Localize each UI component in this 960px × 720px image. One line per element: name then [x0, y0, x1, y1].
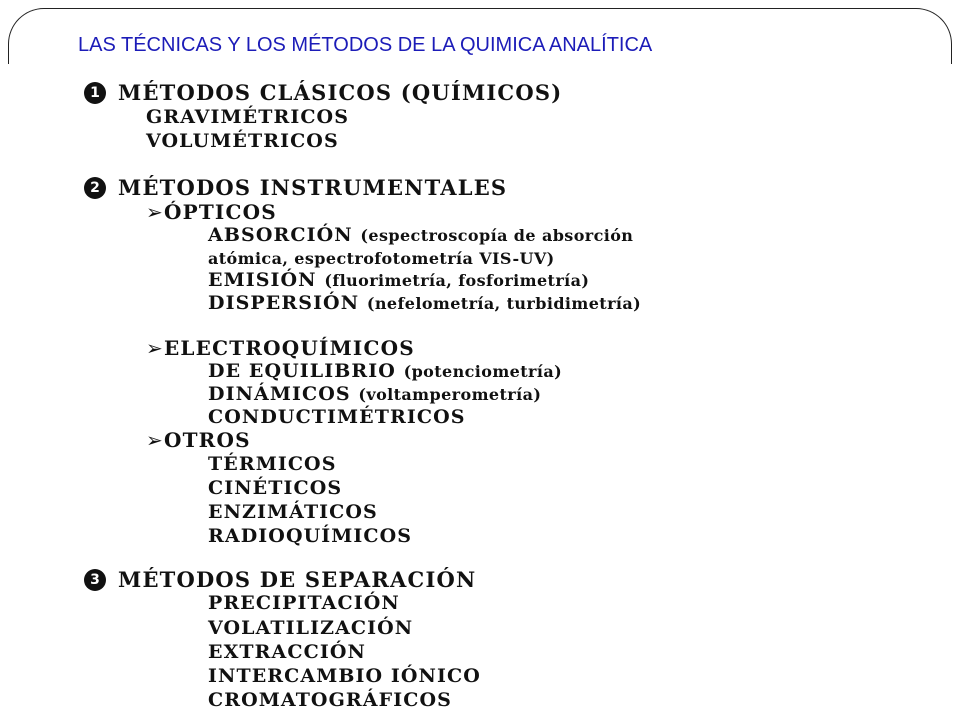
- absorcion-detail: (espectroscopía de absorción: [360, 226, 634, 245]
- absorcion-row: [208, 224, 633, 246]
- dispersion-row: [208, 292, 641, 314]
- section-1-item-volumetricos: VOLUMÉTRICOS: [146, 130, 339, 152]
- section-1-heading: MÉTODOS CLÁSICOS (QUÍMICOS): [118, 80, 563, 105]
- electroquimicos-label: ELECTROQUÍMICOS: [163, 336, 415, 360]
- opticos-row: [146, 200, 277, 224]
- otros-row: [146, 428, 251, 452]
- dinamicos-detail: (voltamperometría): [358, 385, 542, 404]
- otros-item-enzimaticos: ENZIMÁTICOS: [208, 501, 378, 523]
- section-2-number-badge: 2: [84, 177, 106, 199]
- dinamicos-row: [208, 383, 541, 405]
- electroquimicos-row: [146, 336, 415, 360]
- section-3-heading: MÉTODOS DE SEPARACIÓN: [118, 567, 477, 592]
- equilibrio-detail: (potenciometría): [403, 362, 563, 381]
- equilibrio-row: [208, 360, 562, 382]
- section-3-item-intercambio-ionico: INTERCAMBIO IÓNICO: [208, 665, 481, 687]
- scanned-document: [0, 70, 960, 720]
- section-3-item-volatilizacion: VOLATILIZACIÓN: [208, 617, 414, 639]
- section-3-item-extraccion: EXTRACCIÓN: [208, 641, 366, 663]
- arrow-bullet-icon: ➢: [146, 336, 164, 360]
- absorcion-detail-continued: atómica, espectrofotometría VIS-UV): [208, 249, 555, 268]
- slide-title: LAS TÉCNICAS Y LOS MÉTODOS DE LA QUIMICA ANALÍTICA: [78, 34, 653, 56]
- section-1-number-badge: 1: [84, 82, 106, 104]
- section-1-item-gravimetricos: GRAVIMÉTRICOS: [146, 106, 350, 128]
- emision-row: [208, 269, 589, 291]
- arrow-bullet-icon: ➢: [146, 428, 164, 452]
- dispersion-name: DISPERSIÓN: [208, 292, 360, 314]
- emision-name: EMISIÓN: [208, 269, 317, 291]
- emision-detail: (fluorimetría, fosforimetría): [324, 271, 590, 290]
- dinamicos-name: DINÁMICOS: [208, 383, 351, 405]
- otros-label: OTROS: [163, 428, 251, 452]
- absorcion-name: ABSORCIÓN: [208, 224, 353, 246]
- dispersion-detail: (nefelometría, turbidimetría): [366, 294, 642, 313]
- arrow-bullet-icon: ➢: [146, 200, 164, 224]
- opticos-label: ÓPTICOS: [163, 200, 277, 224]
- conductimetricos-row: CONDUCTIMÉTRICOS: [208, 406, 466, 428]
- section-2-heading: MÉTODOS INSTRUMENTALES: [118, 175, 508, 200]
- section-3-item-precipitacion: PRECIPITACIÓN: [208, 592, 400, 614]
- otros-item-radioquimicos: RADIOQUÍMICOS: [208, 525, 413, 547]
- otros-item-cineticos: CINÉTICOS: [208, 477, 343, 499]
- otros-item-termicos: TÉRMICOS: [208, 453, 337, 475]
- section-3-item-cromatograficos: CROMATOGRÁFICOS: [208, 689, 452, 711]
- equilibrio-name: DE EQUILIBRIO: [208, 360, 396, 382]
- section-3-number-badge: 3: [84, 569, 106, 591]
